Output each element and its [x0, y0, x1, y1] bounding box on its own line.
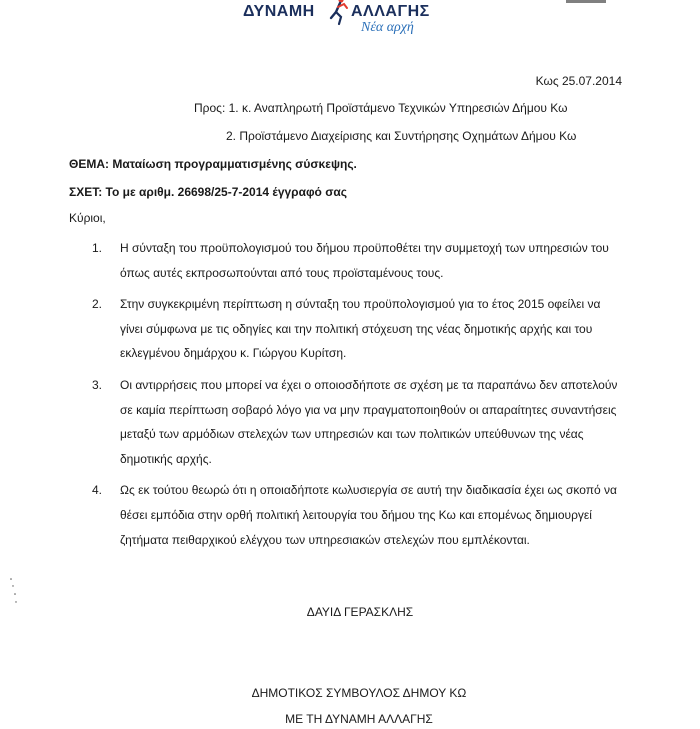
list-item-line: δημοτικής αρχής. [120, 451, 212, 466]
recipient-line-1: Προς: 1. κ. Αναπληρωτή Προϊστάμενο Τεχνικών Υπηρεσιών Δήμου Κω [194, 101, 568, 115]
logo-word-dynami: ΔΥΝΑΜΗ [243, 3, 315, 20]
list-item-line: μεταξύ των αρμόδιων στελεχών των υπηρεσιών και των πολιτικών υπεύθυνων της νέας [120, 427, 584, 442]
logo-word-allagis: ΑΛΛΑΓΗΣ [351, 3, 430, 20]
party-logo [243, 0, 453, 40]
list-item-line: όπως αυτές εκπροσωπούνται από τους προϊσταμένους τους. [120, 265, 444, 280]
numbered-points-list [69, 236, 629, 552]
list-item [69, 478, 629, 552]
reference-line: ΣΧΕΤ: Το με αριθμ. 26698/25-7-2014 έγγραφό σας [69, 185, 348, 199]
list-item-line: Στην συγκεκριμένη περίπτωση η σύνταξη του προϋπολογισμού για το έτος 2015 οφείλει να [120, 297, 601, 312]
list-item-number: 2. [92, 297, 103, 312]
greeting: Κύριοι, [69, 211, 106, 225]
list-item-line: ζητήματα πειθαρχικού ελέγχου των υπηρεσιακών στελεχών που εμπλέκονται. [120, 532, 530, 547]
runner-figure-icon [327, 0, 349, 26]
list-item [69, 373, 629, 471]
list-item-line: σε καμία περίπτωση σοβαρό λόγο για να μην πραγματοποιηθούν οι απαραίτητες συναντήσεις [120, 402, 617, 417]
logo-tagline: Νέα αρχή [361, 20, 414, 35]
signatory-party: ΜΕ ΤΗ ΔΥΝΑΜΗ ΑΛΛΑΓΗΣ [285, 712, 433, 726]
list-item [69, 236, 629, 285]
letter-date: Κως 25.07.2014 [535, 74, 622, 88]
scan-artifact [8, 576, 18, 606]
recipient-line-2: 2. Προϊστάμενο Διαχείρισης και Συντήρησης Οχημάτων Δήμου Κω [226, 129, 577, 143]
list-item-line: γίνει σύμφωνα με τις οδηγίες και την πολιτική στόχευση της νέας δημοτικής αρχής και του [120, 321, 593, 336]
list-item-number: 1. [92, 241, 103, 255]
list-item-number: 3. [92, 377, 103, 392]
list-item-line: Η σύνταξη του προϋπολογισμού του δήμου προϋποθέτει την συμμετοχή των υπηρεσιών του [120, 241, 609, 255]
list-item-line: εκλεγμένου δημάρχου κ. Γιώργου Κυρίτση. [120, 346, 347, 361]
list-item-line: Οι αντιρρήσεις που μπορεί να έχει ο οποιοσδήποτε σε σχέση με τα παραπάνω δεν αποτελούν [120, 377, 618, 392]
list-item-line: Ως εκ τούτου θεωρώ ότι η οποιαδήποτε κωλυσιεργία σε αυτή την διαδικασία έχει ως σκοπό να [120, 483, 617, 498]
signatory-name: ΔΑΥΙΔ ΓΕΡΑΣΚΛΗΣ [306, 605, 414, 619]
list-item [69, 292, 629, 366]
subject-line: ΘΕΜΑ: Ματαίωση προγραμματισμένης σύσκεψης. [69, 157, 357, 171]
list-item-line: θέσει εμπόδια στην ορθή πολιτική λειτουργία του δήμου της Κω και επομένως δημιουργεί [120, 507, 592, 522]
scan-top-mark [566, 0, 606, 3]
signatory-title: ΔΗΜΟΤΙΚΟΣ ΣΥΜΒΟΥΛΟΣ ΔΗΜΟΥ ΚΩ [251, 686, 467, 700]
list-item-number: 4. [92, 483, 103, 498]
